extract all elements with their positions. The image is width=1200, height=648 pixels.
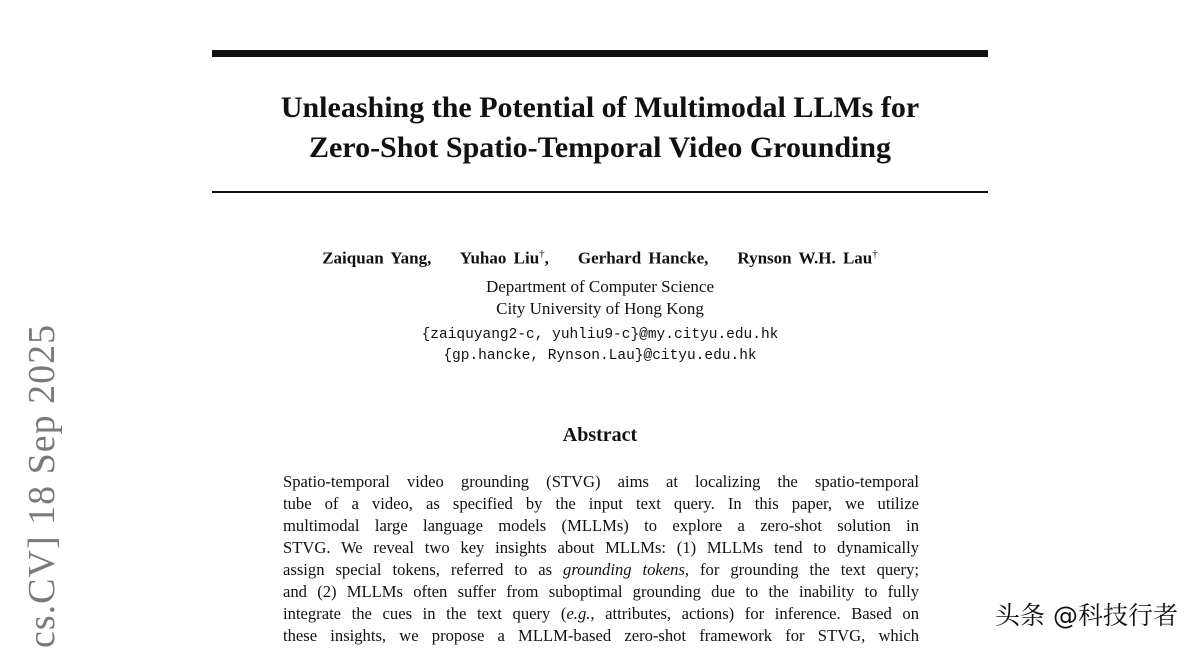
email-line: {zaiquyang2-c, yuhliu9-c}@my.cityu.edu.hk [421, 327, 779, 343]
author-name: Yuhao Liu [459, 248, 540, 268]
author-list [200, 248, 1000, 269]
author-emails [300, 325, 900, 367]
abstract-line: these insights, we propose a MLLM-based zero-shot framework for STVG, which [283, 626, 919, 645]
author-mark: † [872, 248, 878, 260]
title-line-2: Zero-Shot Spatio-Temporal Video Grounding [308, 131, 892, 164]
paper-title [200, 88, 1000, 168]
arxiv-side-label: cs.CV] 18 Sep 2025 [21, 323, 63, 648]
title-top-rule [212, 50, 988, 57]
abstract-line: STVG. We reveal two key insights about MLLMs: (1) MLLMs tend to dynamically [283, 538, 919, 557]
affiliation-department: Department of Computer Science [485, 277, 714, 296]
email-line: {gp.hancke, Rynson.Lau}@cityu.edu.hk [443, 348, 757, 364]
title-line-1: Unleashing the Potential of Multimodal LLMs for [280, 91, 920, 124]
author-name: Gerhard Hancke, [577, 248, 709, 268]
abstract-body [283, 471, 919, 647]
title-bottom-rule [212, 191, 988, 193]
abstract-line: and (2) MLLMs often suffer from suboptimal grounding due to the inability to fully [283, 582, 919, 601]
affiliation-university: City University of Hong Kong [496, 299, 704, 318]
author-name: Zaiquan Yang, [322, 248, 432, 268]
abstract-line: Spatio-temporal video grounding (STVG) aims at localizing the spatio-temporal [283, 472, 919, 491]
author-separator: , [544, 248, 549, 268]
watermark: 头条 @科技行者 [995, 601, 1178, 630]
affiliation [300, 276, 900, 320]
abstract-line: integrate the cues in the text query (e.g., attributes, actions) for inference. Based on [283, 604, 919, 623]
abstract-line: multimodal large language models (MLLMs) to explore a zero-shot solution in [283, 516, 919, 535]
abstract-line: tube of a video, as specified by the input text query. In this paper, we utilize [283, 494, 919, 513]
abstract-heading: Abstract [562, 424, 638, 446]
author-mark: † [539, 248, 545, 260]
author-name: Rynson W.H. Lau [737, 248, 873, 268]
abstract-line: assign special tokens, referred to as grounding tokens, for grounding the text query; [283, 560, 919, 579]
